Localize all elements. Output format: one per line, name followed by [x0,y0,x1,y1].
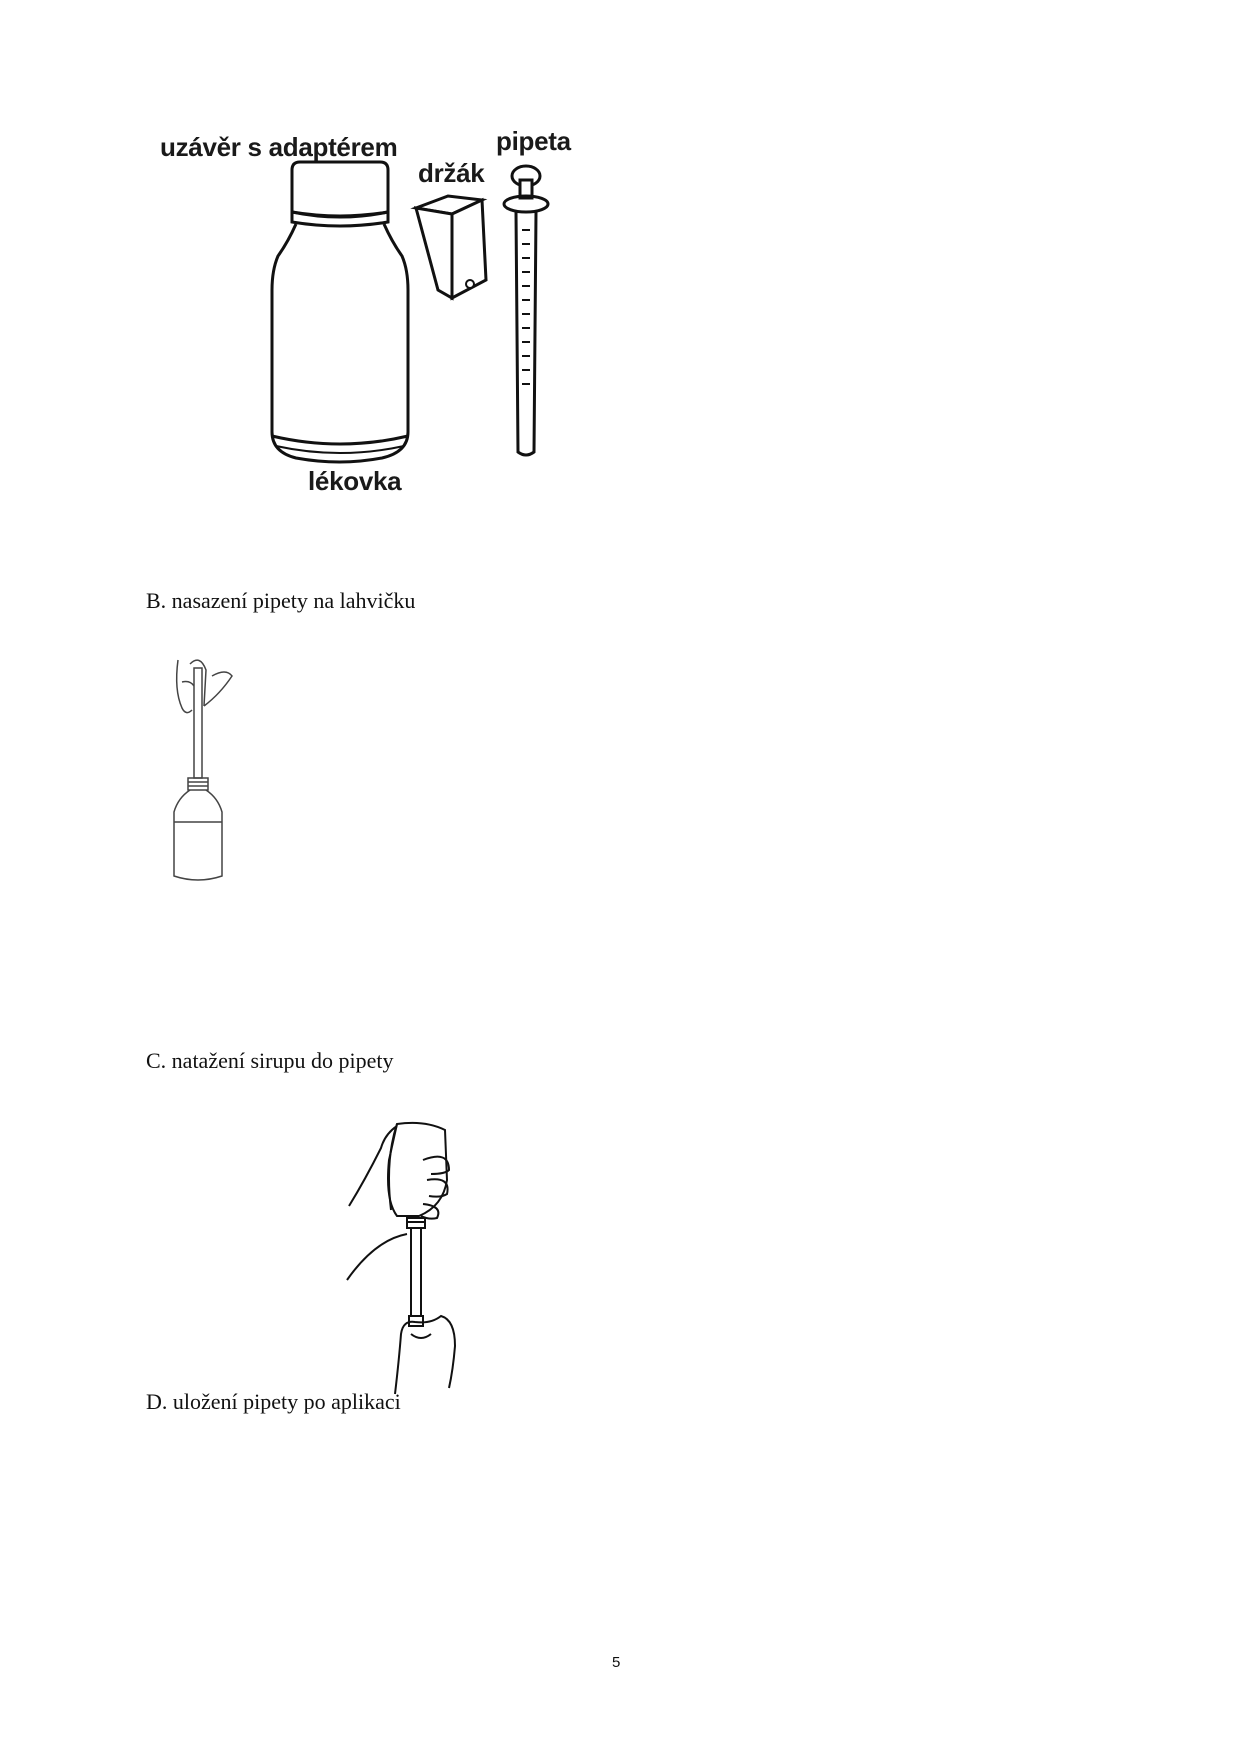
caption-c: C. natažení sirupu do pipety [146,1048,394,1073]
holder-illustration [412,194,492,304]
caption-b: B. nasazení pipety na lahvičku [146,588,416,613]
caption-d: D. uložení pipety po aplikaci [146,1389,401,1414]
pipette-illustration [496,160,556,460]
label-pipette: pipeta [496,126,571,156]
label-holder: držák [418,158,485,188]
label-cap-with-adapter: uzávěr s adaptérem [160,132,398,162]
label-bottle: lékovka [308,466,402,496]
bottle-illustration [270,160,420,470]
figure-draw-syrup [345,1120,465,1395]
figure-insert-pipette [160,650,270,890]
page-number: 5 [612,1654,621,1671]
